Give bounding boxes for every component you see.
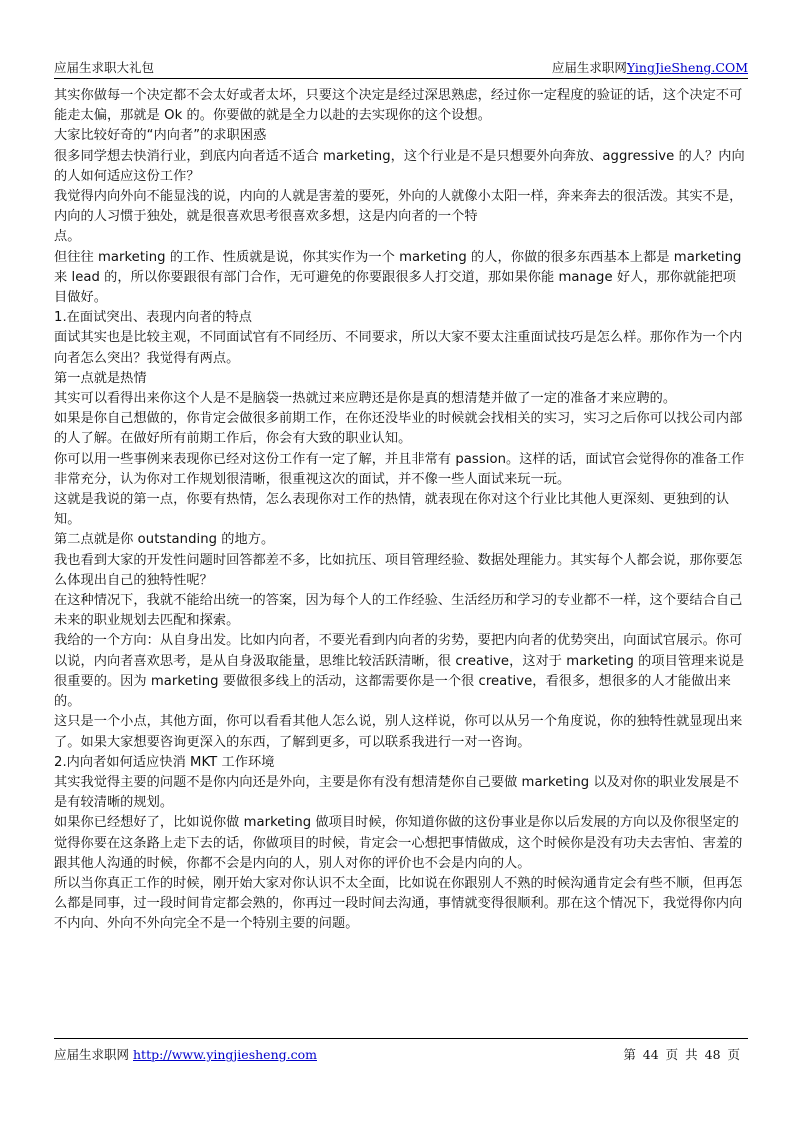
paragraph: 其实我觉得主要的问题不是你内向还是外向，主要是你有没有想清楚你自己要做 marketing 以及对你的职业发展是不是有较清晰的规划。 — [54, 774, 740, 811]
page-header — [54, 56, 748, 79]
paragraph: 这就是我说的第一点，你要有热情，怎么表现你对工作的热情，就表现在你对这个行业比其他人更深刻、更独到的认知。 — [54, 492, 730, 528]
header-title: 应届生求职大礼包 — [54, 60, 155, 75]
paragraph: 但往往 marketing 的工作、性质就是说，你其实作为一个 marketing 的人，你做的很多东西基本上都是 marketing 来 lead 的，所以你要跟很有部门合作，无可避免的你要跟很多人打交道，那如果你能 manage 好人，那你就能把项目做好。 — [54, 249, 742, 306]
section-heading: 1.在面试突出、表现内向者的特点 — [54, 310, 253, 326]
section-heading: 大家比较好奇的“内向者”的求职困惑 — [54, 128, 267, 144]
paragraph: 如果是你自己想做的，你肯定会做很多前期工作，在你还没毕业的时候就会找相关的实习，实习之后你可以找公司内部的人了解。在做好所有前期工作后，你会有大致的职业认知。 — [54, 411, 743, 447]
header-site — [552, 58, 748, 76]
paragraph: 我觉得内向外向不能显浅的说，内向的人就是害羞的要死，外向的人就像小太阳一样，奔来奔去的很活泼。其实不是，内向的人习惯于独处，就是很喜欢思考很喜欢多想，这是内向者的一个特 — [54, 189, 743, 225]
paragraph: 点。 — [54, 229, 81, 245]
section-heading: 2.内向者如何适应快消 MKT 工作环境 — [54, 754, 275, 770]
paragraph: 其实可以看得出来你这个人是不是脑袋一热就过来应聘还是你是真的想清楚并做了一定的准备才来应聘的。 — [54, 391, 677, 407]
page-footer — [54, 1038, 748, 1065]
sub-heading: 第一点就是热情 — [54, 370, 147, 386]
paragraph: 我也看到大家的开发性问题时回答都差不多，比如抗压、项目管理经验、数据处理能力。其实每个人都会说，那你要怎么体现出自己的独特性呢？ — [54, 552, 743, 588]
paragraph: 在这种情况下，我就不能给出统一的答案，因为每个人的工作经验、生活经历和学习的专业都不一样，这个要结合自己未来的职业规划去匹配和探索。 — [54, 593, 743, 629]
paragraph: 所以当你真正工作的时候，刚开始大家对你认识不太全面，比如说在你跟别人不熟的时候沟通肯定会有些不顺，但再怎么都是同事，过一段时间肯定都会熟的，你再过一段时间去沟通，事情就变得很顺利。那在这个情况下，我觉得你内向不内向、外向不外向完全不是一个特别主要的问题。 — [54, 875, 743, 932]
paragraph: 其实你做每一个决定都不会太好或者太坏，只要这个决定是经过深思熟虑，经过你一定程度的验证的话，这个决定不可能走太偏，那就是 Ok 的。你要做的就是全力以赴的去实现你的这个设想。 — [54, 88, 743, 124]
paragraph: 面试其实也是比较主观，不同面试官有不同经历、不同要求，所以大家不要太注重面试技巧是怎么样。那你作为一个内向者怎么突出？我觉得有两点。 — [54, 330, 743, 366]
sub-heading: 第二点就是你 outstanding 的地方。 — [54, 532, 275, 548]
header-site-label: 应届生求职网 — [551, 60, 627, 75]
page-number: 第 44 页 共 48 页 — [623, 1047, 740, 1062]
footer-site — [54, 1045, 317, 1063]
paragraph: 很多同学想去快消行业，到底内向者适不适合 marketing，这个行业是不是只想要外向奔放、aggressive 的人？内向的人如何适应这份工作？ — [54, 148, 745, 184]
paragraph: 如果你已经想好了，比如说你做 marketing 做项目时候，你知道你做的这份事业是你以后发展的方向以及你很坚定的觉得你要在这条路上走下去的话，你做项目的时候，肯定会一心想把事情做成，这个时候你是没有功夫去害怕、害羞的跟其他人沟通的时候，你都不会是内向的人，别人对你的评价也不会是内向的人。 — [54, 815, 743, 871]
footer-site-link[interactable]: http://www.yingjiesheng.com — [133, 1047, 317, 1062]
header-site-link[interactable]: YingJieSheng.COM — [626, 60, 748, 75]
paragraph: 你可以用一些事例来表现你已经对这份工作有一定了解，并且非常有 passion。这样的话，面试官会觉得你的准备工作非常充分，认为你对工作规划很清晰，很重视这次的面试，并不像一些人面试来玩一玩。 — [54, 451, 745, 487]
paragraph: 我给的一个方向：从自身出发。比如内向者，不要光看到内向者的劣势，要把内向者的优势突出，向面试官展示。你可以说，内向者喜欢思考，是从自身汲取能量，思维比较活跃清晰，很 creative，这对于 marketing 的项目管理来说是很重要的。因为 marketing 要做很多线上的活动，这都需要你是一个很 creative，看很多，想很多的人才能做出来的。 — [54, 633, 745, 710]
footer-site-label: 应届生求职网 — [54, 1047, 130, 1062]
paragraph: 这只是一个小点，其他方面，你可以看看其他人怎么说，别人这样说，你可以从另一个角度说，你的独特性就显现出来了。如果大家想要咨询更深入的东西，了解到更多，可以联系我进行一对一咨询。 — [54, 714, 743, 750]
document-body — [54, 86, 748, 935]
